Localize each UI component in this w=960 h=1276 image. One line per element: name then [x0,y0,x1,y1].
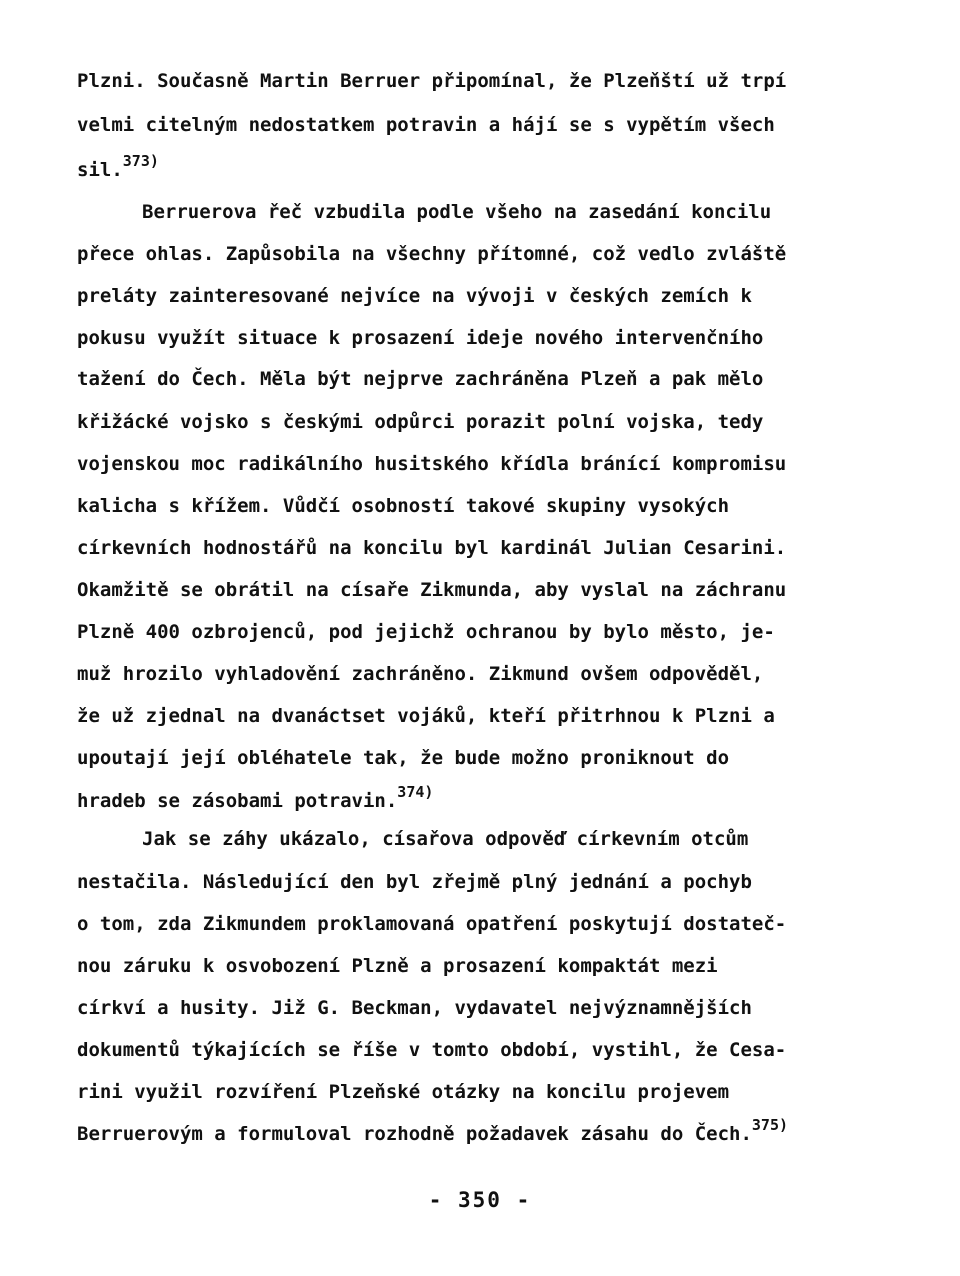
line-text: o tom, zda Zikmundem proklamovaná opatření poskytují dostateč- [77,913,787,935]
text-line [77,539,786,558]
line-text: Jak se záhy ukázalo, císařova odpověď církevním otcům [142,828,749,850]
text-line [77,783,434,812]
text-line [77,623,775,642]
line-text: sil. [77,159,123,181]
text-line [142,830,748,849]
text-line [77,581,786,600]
line-text: kalicha s křížem. Vůdčí osobností takové skupiny vysokých [77,495,730,517]
line-text: církevních hodnostářů na koncilu byl kardinál Julian Cesarini. [77,537,787,559]
page-number: - 350 - [428,1188,532,1212]
line-text: přece ohlas. Zapůsobila na všechny přítomné, což vedlo zvláště [77,243,787,265]
line-text: hradeb se zásobami potravin. [77,790,398,812]
text-line [77,999,752,1018]
text-line [77,152,159,181]
text-line [142,203,771,222]
text-line [77,497,729,516]
text-line [77,287,752,306]
line-text: Plzně 400 ozbrojenců, pod jejichž ochranou by bylo město, je- [77,621,775,643]
line-text: Berruerovým a formuloval rozhodně požadavek zásahu do Čech. [77,1123,752,1145]
line-text: muž hrozilo vyhladovění zachráněno. Zikmund ovšem odpověděl, [77,663,764,685]
line-text: Berruerova řeč vzbudila podle všeho na zasedání koncilu [142,201,772,223]
text-line [77,455,786,474]
line-text: Okamžitě se obrátil na císaře Zikmunda, aby vyslal na záchranu [77,579,787,601]
line-text: preláty zainteresované nejvíce na vývoji v českých zemích k [77,285,752,307]
line-text: nestačila. Následující den byl zřejmě plný jednání a pochyb [77,871,752,893]
line-text: že už zjednal na dvanáctset vojáků, kteří přitrhnou k Plzni a [77,705,775,727]
text-line [77,329,763,348]
line-text: upoutají její obléhatele tak, že bude možno proniknout do [77,747,730,769]
text-line [77,873,752,892]
text-line [77,413,763,432]
line-text: nou záruku k osvobození Plzně a prosazení kompaktát mezi [77,955,718,977]
text-line [77,1116,789,1145]
line-text: církví a husity. Již G. Beckman, vydavatel nejvýznamnějších [77,997,752,1019]
line-text: pokusu využít situace k prosazení ideje nového intervenčního [77,327,764,349]
line-text: vojenskou moc radikálního husitského křídla bránící kompromisu [77,453,787,475]
text-line [77,72,786,91]
text-line [77,370,763,389]
text-line [77,707,775,726]
footnote-reference: 374) [397,783,434,801]
text-line [77,245,786,264]
line-text: tažení do Čech. Měla být nejprve zachráněna Plzeň a pak mělo [77,368,764,390]
line-text: rini využil rozvíření Plzeňské otázky na koncilu projevem [77,1081,730,1103]
line-text: dokumentů týkajících se říše v tomto období, vystihl, že Cesa- [77,1039,787,1061]
line-text: velmi citelným nedostatkem potravin a hájí se s vypětím všech [77,114,775,136]
line-text: Plzni. Současně Martin Berruer připomínal, že Plzeňští už trpí [77,70,787,92]
footnote-reference: 373) [122,152,159,170]
text-line [77,749,729,768]
line-text: křižácké vojsko s českými odpůrci porazit polní vojska, tedy [77,411,764,433]
text-line [77,957,718,976]
text-line [77,1083,729,1102]
footnote-reference: 375) [751,1116,789,1134]
text-line [77,665,763,684]
text-line [77,915,786,934]
text-line [77,1041,786,1060]
text-line [77,116,775,135]
